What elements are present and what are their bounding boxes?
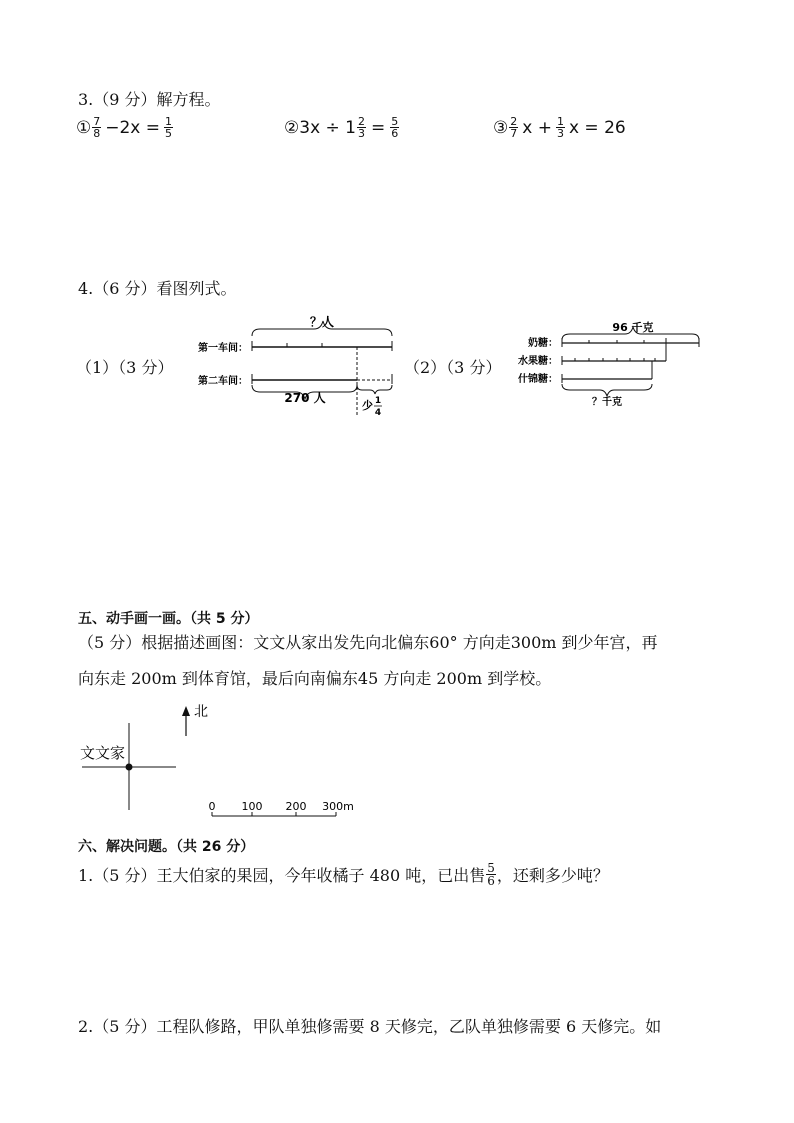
equation-text: = — [371, 117, 386, 138]
row2-label: 水果糖： — [518, 356, 558, 367]
q4-part2-label: （2）（3 分） — [404, 358, 502, 377]
fraction: $\frac{5}{6}$ — [391, 115, 399, 140]
question1-text-end: ，还剩多少吨？ — [496, 866, 609, 885]
less-den: 4 — [374, 408, 382, 418]
question1-text: 1.（5 分）王大伯家的果园，今年收橘子 480 吨，已出售 — [78, 866, 486, 885]
row1-label: 奶糖： — [528, 338, 558, 349]
less-num: 1 — [374, 396, 382, 406]
less-brace — [357, 385, 392, 394]
home-label: 文文家 — [80, 744, 126, 762]
circle-marker-1: ① — [76, 117, 92, 138]
fraction: $\frac{2}{3}$ — [358, 115, 365, 140]
q3-equation-2 — [284, 116, 400, 139]
fraction: $\frac{1}{3}$ — [556, 115, 564, 140]
section5-heading: 五、动手画一画。（共 5 分） — [78, 611, 259, 627]
section5-line2: 向东走 200m 到体育馆，最后向南偏东45 方向走 200m 到学校。 — [78, 669, 552, 688]
fraction: $\frac{2}{7}$ — [510, 115, 518, 140]
row2-label: 第二车间： — [198, 376, 248, 387]
bottom-brace — [562, 384, 652, 396]
q3-equation-1 — [76, 116, 174, 139]
q4-title: 4.（6 分）看图列式。 — [78, 279, 237, 298]
north-arrow-icon — [182, 706, 190, 716]
equation-text: x = 26 — [568, 117, 626, 138]
workshop-segment-diagram — [180, 312, 402, 428]
q3-title: 3.（9 分）解方程。 — [78, 90, 221, 109]
less-text: 少 — [362, 399, 373, 412]
home-point — [126, 764, 133, 771]
section6-question1 — [78, 862, 609, 887]
fraction: $\frac{5}{6}$ — [487, 861, 495, 888]
section6-heading: 六、解决问题。（共 26 分） — [78, 839, 255, 855]
drawing-area — [76, 698, 376, 822]
bottom-label: 270 人 — [284, 391, 326, 405]
top-label: ？人 — [309, 315, 335, 329]
circle-marker-2: ② — [284, 117, 300, 138]
row1-label: 第一车间： — [198, 343, 248, 354]
bottom-label: ？千克 — [592, 397, 622, 408]
q3-equation-3 — [493, 116, 626, 139]
equation-text: −2x = — [105, 117, 161, 138]
top-label: 96 千克 — [612, 321, 654, 334]
row3-label: 什锦糖： — [518, 374, 558, 385]
scale-label: 100 — [241, 800, 263, 813]
equation-text: x + — [522, 117, 552, 138]
section6-question2: 2.（5 分）工程队修路，甲队单独修需要 8 天修完，乙队单独修需要 6 天修完。如 — [78, 1017, 662, 1036]
scale-label: 0 — [208, 800, 216, 813]
candy-segment-diagram — [500, 318, 710, 408]
section5-line1: （5 分）根据描述画图：文文从家出发先向北偏东60° 方向走300m 到少年宫，再 — [78, 633, 658, 652]
scale-label: 300m — [322, 800, 354, 813]
fraction: $\frac{7}{8}$ — [93, 115, 101, 140]
fraction: $\frac{1}{5}$ — [165, 115, 173, 140]
equation-text: 3x ÷ 1 — [299, 117, 356, 138]
scale-label: 200 — [285, 800, 307, 813]
north-label: 北 — [194, 704, 208, 720]
q4-part1-label: （1）（3 分） — [76, 358, 174, 377]
circle-marker-3: ③ — [493, 117, 509, 138]
